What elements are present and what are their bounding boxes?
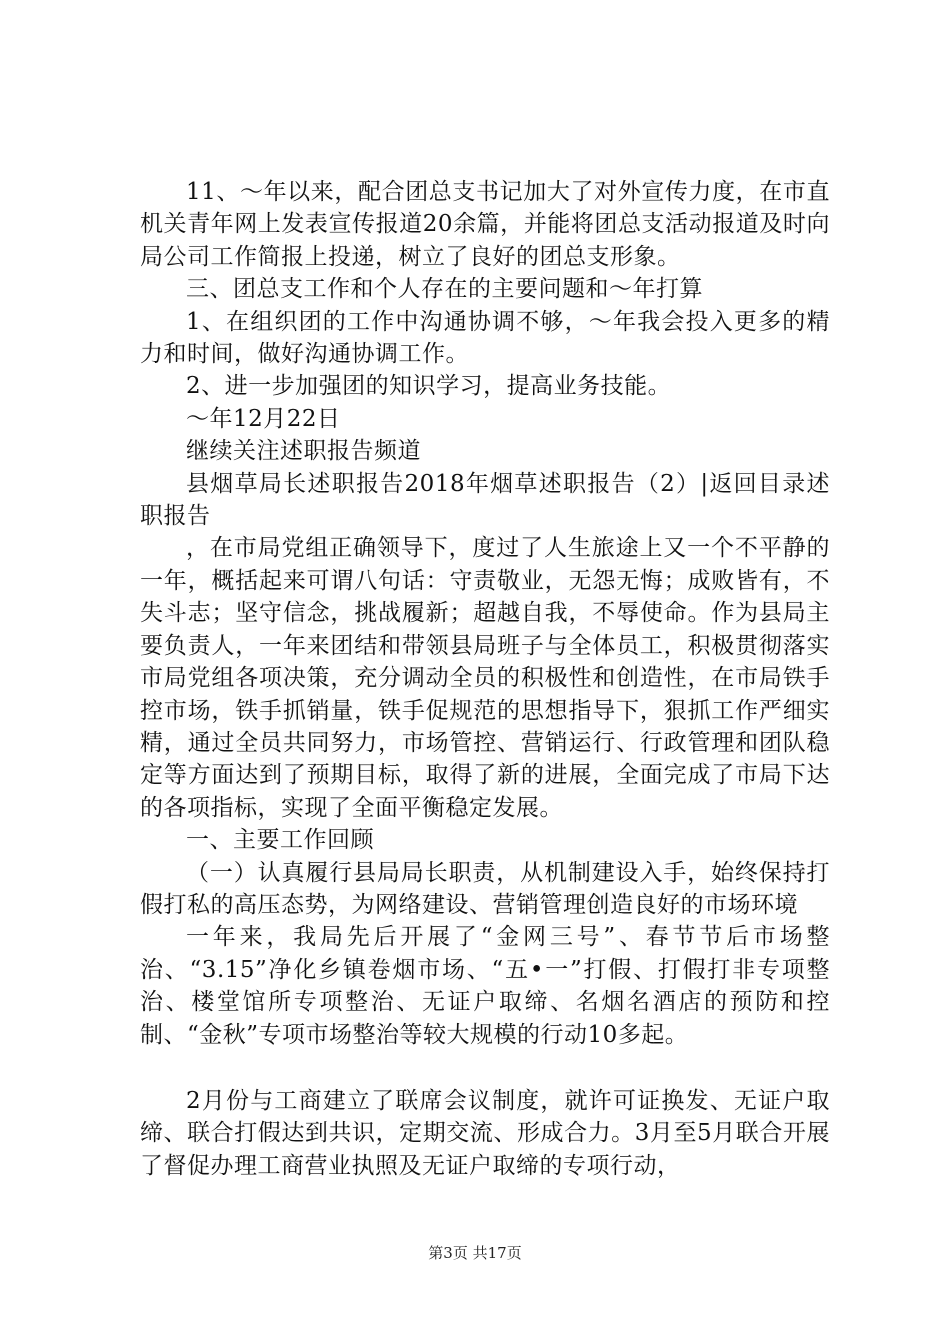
paragraph-joint-meeting: 2月份与工商建立了联席会议制度，就许可证换发、无证户取缔、联合打假达到共识，定期交流、形成合力。3月至5月联合开展了督促办理工商营业执照及无证户取缔的专项行动， [140, 1087, 830, 1179]
report-title-line: 县烟草局长述职报告2018年烟草述职报告（2）|返回目录述职报告 [140, 470, 830, 530]
paragraph-plan-1: 1、在组织团的工作中沟通协调不够，～年我会投入更多的精力和时间，做好沟通协调工作。 [140, 308, 830, 368]
page-number-footer: 第3页 共17页 [428, 1244, 522, 1262]
channel-link-line: 继续关注述职报告频道 [186, 438, 421, 465]
paragraph-campaigns: 一年来，我局先后开展了“金网三号”、春节节后市场整治、“3.15”净化乡镇卷烟市场、“五•一”打假、打假打非专项整治、楼堂馆所专项整治、无证户取缔、名烟名酒店的预防和控制、“金秋”专项市场整治等较大规模的行动10多起。 [140, 924, 830, 1048]
paragraph-intro: ，在市局党组正确领导下，度过了人生旅途上又一个不平静的一年，概括起来可谓八句话：守责敬业，无怨无悔；成败皆有，不失斗志；坚守信念，挑战履新；超越自我，不辱使命。作为县局主要负责人，一年来团结和带领县局班子与全体员工，积极贯彻落实市局党组各项决策，充分调动全员的积极性和创造性，在市局铁手控市场，铁手抓销量，铁手促规范的思想指导下，狠抓工作严细实精，通过全员共同努力，市场管控、营销运行、行政管理和团队稳定等方面达到了预期目标，取得了新的进展，全面完成了市局下达的各项指标，实现了全面平衡稳定发展。 [140, 535, 830, 821]
heading-problems-and-plans: 三、团总支工作和个人存在的主要问题和～年打算 [186, 276, 703, 303]
date-line: ～年12月22日 [186, 405, 341, 432]
document-body [140, 176, 830, 1182]
paragraph-publicity: 11、～年以来，配合团总支书记加大了对外宣传力度，在市直机关青年网上发表宣传报道20余篇，并能将团总支活动报道及时向局公司工作简报上投递，树立了良好的团总支形象。 [140, 179, 830, 270]
heading-work-review: 一、主要工作回顾 [186, 827, 374, 854]
subheading-duties: （一）认真履行县局局长职责，从机制建设入手，始终保持打假打私的高压态势，为网络建设、营销管理创造良好的市场环境 [140, 859, 830, 918]
paragraph-plan-2: 2、进一步加强团的知识学习，提高业务技能。 [186, 373, 672, 400]
paragraph-spacer [140, 1051, 830, 1085]
